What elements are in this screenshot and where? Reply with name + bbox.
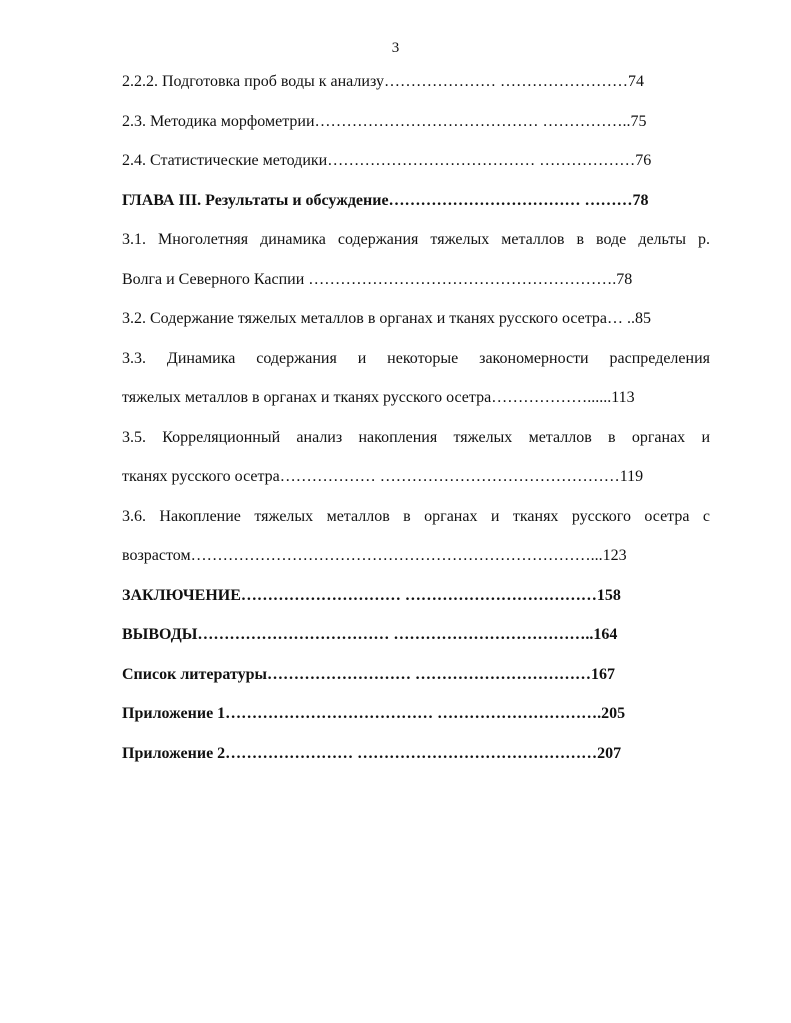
toc-entry-3-6-line-1: 3.6. Накопление тяжелых металлов в органах и тканях русского осетра с	[122, 507, 710, 525]
toc-entry-chapter-3: ГЛАВА III. Результаты и обсуждение……………………………… ………78	[122, 191, 649, 209]
toc-entry-3-5-line-2: тканях русского осетра……………… ………………………………………119	[122, 468, 644, 485]
toc-entry-3-1-line-1: 3.1. Многолетняя динамика содержания тяжелых металлов в воде дельты р.	[122, 231, 710, 248]
toc-entry-3-3-line-1: 3.3. Динамика содержания и некоторые закономерности распределения	[122, 349, 710, 367]
toc-entry-3-1-line-2: Волга и Северного Каспии ………………………………………………….78	[122, 270, 633, 288]
toc-entry-2-4: 2.4. Статистические методики………………………………… ………………76	[122, 152, 652, 169]
toc-entry-2-2-2: 2.2.2. Подготовка проб воды к анализу………………… ……………………74	[122, 73, 644, 90]
toc-entry-2-3: 2.3. Методика морфометрии…………………………………… ……………..75	[122, 112, 647, 130]
toc-entry-3-2: 3.2. Содержание тяжелых металлов в органах и тканях русского осетра… ..85	[122, 310, 652, 327]
toc-entry-references: Список литературы……………………… ……………………………167	[122, 665, 615, 683]
toc-entry-appendix-1: Приложение 1………………………………… ………………………….205	[122, 705, 626, 722]
toc-entry-3-3-line-2: тяжелых металлов в органах и тканях русского осетра………………......113	[122, 389, 635, 406]
table-of-contents	[122, 62, 710, 773]
page-number: 3	[391, 40, 400, 56]
toc-entry-conclusion: ЗАКЛЮЧЕНИЕ………………………… ………………………………158	[122, 586, 621, 604]
toc-entry-findings: ВЫВОДЫ……………………………… ………………………………..164	[122, 626, 618, 643]
toc-entry-appendix-2: Приложение 2…………………… ………………………………………207	[122, 744, 622, 762]
toc-entry-3-6-line-2: возрастом…………………………………………………………………...123	[122, 547, 627, 564]
toc-entry-3-5-line-1: 3.5. Корреляционный анализ накопления тяжелых металлов в органах и	[122, 428, 710, 446]
